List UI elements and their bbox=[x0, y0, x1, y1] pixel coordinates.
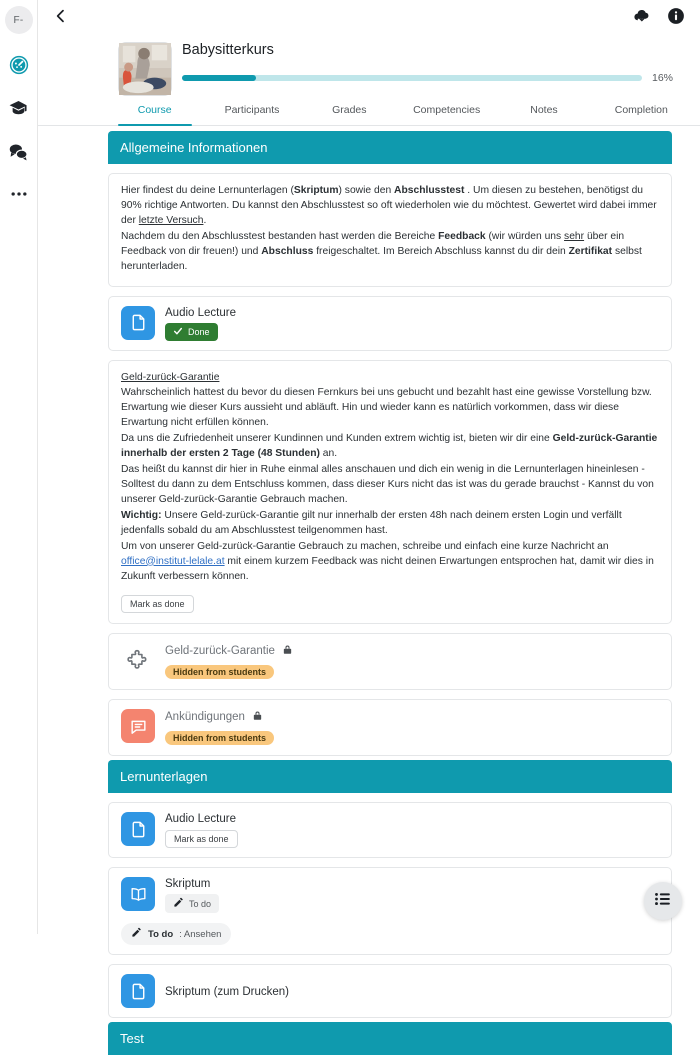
text-run: freigeschaltet. Im Bereich Abschluss kannst du dir dein bbox=[313, 245, 569, 257]
geld-zurueck-text-card bbox=[108, 360, 672, 625]
tab-label: Completion bbox=[614, 104, 668, 116]
tab-notes[interactable] bbox=[495, 98, 592, 125]
check-icon bbox=[173, 326, 183, 338]
tab-label: Notes bbox=[530, 104, 558, 116]
todo-footer-pill[interactable] bbox=[121, 923, 231, 945]
todo-footer-value: : Ansehen bbox=[179, 928, 222, 940]
section-header-lernunterlagen[interactable] bbox=[108, 760, 672, 793]
section-header-general[interactable] bbox=[108, 131, 672, 164]
geld-paragraph-4 bbox=[121, 509, 659, 539]
info-circle-icon bbox=[667, 7, 685, 30]
intro-paragraph-2 bbox=[121, 230, 659, 275]
text-run-underline: sehr bbox=[564, 230, 585, 242]
puzzle-icon bbox=[121, 643, 155, 677]
chevron-left-icon bbox=[53, 8, 69, 29]
lock-icon bbox=[252, 710, 263, 724]
activity-skriptum-print[interactable] bbox=[108, 964, 672, 1018]
text-run-bold: Geld-zurück-Garantie innerhalb der ersten 2 Tage (48 Stunden) bbox=[121, 433, 658, 460]
graduation-cap-icon bbox=[8, 98, 29, 119]
status-badge-done[interactable] bbox=[165, 323, 218, 341]
text-run: an. bbox=[319, 448, 338, 460]
text-run: selbst herunterladen. bbox=[121, 245, 642, 272]
course-index-fab[interactable] bbox=[644, 882, 682, 920]
intro-paragraph-1 bbox=[121, 184, 659, 229]
top-bar bbox=[38, 0, 700, 36]
text-run: . Um diesen zu bestehen, benötigst du 90% richtige Antworten. Du kannst den Abschlusstest so oft wiederholen wie du möchtest. Gewertet wird dabei immer der bbox=[121, 185, 657, 226]
cloud-download-icon bbox=[633, 7, 651, 30]
activity-title[interactable]: Skriptum bbox=[165, 878, 211, 891]
top-bar-actions bbox=[632, 8, 686, 28]
email-link[interactable]: office@institut-lelale.at bbox=[121, 555, 225, 567]
edit-icon bbox=[173, 897, 184, 910]
mark-as-done-button[interactable]: Mark as done bbox=[121, 595, 194, 613]
status-label: To do bbox=[189, 898, 212, 909]
activity-title-text: Geld-zurück-Garantie bbox=[165, 645, 275, 658]
geld-paragraph-3: Das heißt du kannst dir hier in Ruhe einmal alles anschauen und dich ein wenig in die Lernunterlagen hineinlesen - Solltest du dann zu dem Entschluss kommen, dass dieser Kurs nicht das ist was du gerade brauchst - Kannst du von unserer Geld-zurück-Garantie Gebrauch machen. bbox=[121, 464, 654, 505]
course-image bbox=[118, 42, 172, 96]
text-run: . bbox=[203, 214, 207, 226]
info-button[interactable] bbox=[666, 8, 686, 28]
file-icon bbox=[121, 974, 155, 1008]
text-run: ) sowie den bbox=[338, 185, 395, 196]
text-run-bold: Feedback bbox=[438, 230, 486, 242]
more-icon bbox=[9, 184, 29, 204]
course-content[interactable] bbox=[38, 131, 700, 1047]
tab-label: Course bbox=[137, 104, 172, 116]
lock-icon bbox=[282, 644, 293, 658]
tab-participants[interactable] bbox=[203, 98, 300, 125]
dashboard-icon bbox=[9, 55, 29, 75]
text-run: Unsere Geld-zurück-Garantie gilt nur innerhalb der ersten 48h nach deinem ersten Login und verfällt jedenfalls sobald du am Abschlusstest teilgenommen hast. bbox=[121, 509, 622, 536]
tab-grades[interactable] bbox=[301, 98, 398, 125]
page-title: Babysitterkurs bbox=[182, 42, 274, 58]
download-button[interactable] bbox=[632, 8, 652, 28]
avatar[interactable] bbox=[5, 6, 33, 34]
activity-title[interactable]: Audio Lecture bbox=[165, 813, 236, 826]
geld-paragraph-2 bbox=[121, 432, 659, 462]
text-run: mit einem kurzem Feedback was nicht deinen Erwartungen entsprochen hat, damit wir dies in Zukunft verbessern können. bbox=[121, 555, 654, 582]
progress-fill bbox=[182, 75, 256, 81]
hidden-from-students-badge: Hidden from students bbox=[165, 731, 274, 745]
text-run: Um von unserer Geld-zurück-Garantie Gebrauch zu machen, schreibe und einfach eine kurze Nachricht an bbox=[121, 540, 609, 552]
activity-title[interactable] bbox=[165, 710, 274, 724]
edit-icon bbox=[131, 927, 142, 941]
status-badge-todo[interactable] bbox=[165, 894, 219, 913]
file-icon bbox=[121, 306, 155, 340]
text-run-bold: Skriptum bbox=[293, 185, 339, 196]
progress-percent-label: 16% bbox=[652, 72, 674, 84]
geld-paragraph-5 bbox=[121, 540, 659, 585]
section-title: Lernunterlagen bbox=[120, 769, 208, 785]
text-run-underline: Geld-zurück-Garantie bbox=[121, 371, 220, 383]
back-button[interactable] bbox=[48, 5, 74, 31]
activity-ankuendigungen[interactable] bbox=[108, 699, 672, 756]
tab-label: Participants bbox=[224, 104, 280, 116]
geld-heading bbox=[121, 371, 659, 386]
sidebar-item-courses[interactable] bbox=[4, 93, 34, 123]
tab-competencies[interactable] bbox=[398, 98, 495, 125]
list-icon bbox=[653, 889, 673, 914]
sidebar-item-messages[interactable] bbox=[4, 136, 34, 166]
geld-paragraph-1: Wahrscheinlich hattest du bevor du diesen Fernkurs bei uns gebucht und bezahlt hast eine gewisse Vorstellung bzw. Erwartung wie dieser Kurs aussieht und abläuft. Hin und wieder kann es natürlich vorkommen, dass wir diese Erwartung nicht erfüllen können. bbox=[121, 387, 652, 429]
tab-completion[interactable] bbox=[593, 98, 690, 125]
tab-label: Competencies bbox=[413, 104, 481, 116]
activity-title[interactable]: Audio Lecture bbox=[165, 306, 236, 319]
intro-text-card bbox=[108, 173, 672, 287]
app-sidebar bbox=[0, 0, 38, 934]
messages-icon bbox=[8, 141, 29, 162]
text-run: über ein Feedback von dir freuen!) und bbox=[121, 230, 625, 257]
course-progress bbox=[182, 72, 686, 84]
file-icon bbox=[121, 812, 155, 846]
text-run-bold: Abschlusstest bbox=[394, 185, 465, 196]
activity-audio-lecture-done[interactable] bbox=[108, 296, 672, 351]
progress-track bbox=[182, 75, 642, 81]
sidebar-item-more[interactable] bbox=[4, 179, 34, 209]
hidden-from-students-badge: Hidden from students bbox=[165, 665, 274, 679]
tab-course[interactable] bbox=[106, 98, 203, 125]
forum-icon bbox=[121, 709, 155, 743]
text-run-bold: Abschluss bbox=[261, 245, 314, 257]
main-area bbox=[38, 0, 700, 1047]
activity-audio-lecture-todo[interactable] bbox=[108, 802, 672, 858]
mark-as-done-button[interactable]: Mark as done bbox=[165, 830, 238, 848]
text-run-underline: letzte Versuch bbox=[138, 214, 204, 226]
activity-title-text: Ankündigungen bbox=[165, 711, 245, 724]
text-run: (wir würden uns bbox=[485, 230, 565, 242]
section-title: Allgemeine Informationen bbox=[120, 140, 268, 155]
tab-label: Grades bbox=[332, 104, 367, 116]
activity-geld-zurueck-module[interactable] bbox=[108, 633, 672, 690]
text-run-bold: Zertifikat bbox=[568, 245, 613, 257]
geld-zurueck-text bbox=[121, 371, 659, 585]
text-run-bold: Wichtig: bbox=[121, 509, 162, 521]
text-run: Nachdem du den Abschlusstest bestanden hast werden die Bereiche bbox=[121, 230, 439, 242]
activity-skriptum[interactable] bbox=[108, 867, 672, 955]
text-run: Hier findest du deine Lernunterlagen ( bbox=[121, 185, 294, 196]
book-icon bbox=[121, 877, 155, 911]
status-label: Done bbox=[188, 326, 210, 337]
section-title: Test bbox=[120, 1031, 144, 1047]
todo-footer-label: To do bbox=[148, 928, 174, 940]
activity-title[interactable] bbox=[165, 644, 293, 658]
section-header-test[interactable] bbox=[108, 1022, 672, 1055]
intro-text bbox=[121, 184, 659, 275]
activity-title[interactable]: Skriptum (zum Drucken) bbox=[165, 985, 289, 998]
course-tabs bbox=[38, 98, 700, 126]
text-run: Da uns die Zufriedenheit unserer Kundinnen und Kunden extrem wichtig ist, bieten wir dir eine bbox=[121, 433, 553, 445]
sidebar-item-dashboard[interactable] bbox=[4, 50, 34, 80]
avatar-label: F- bbox=[13, 14, 24, 26]
